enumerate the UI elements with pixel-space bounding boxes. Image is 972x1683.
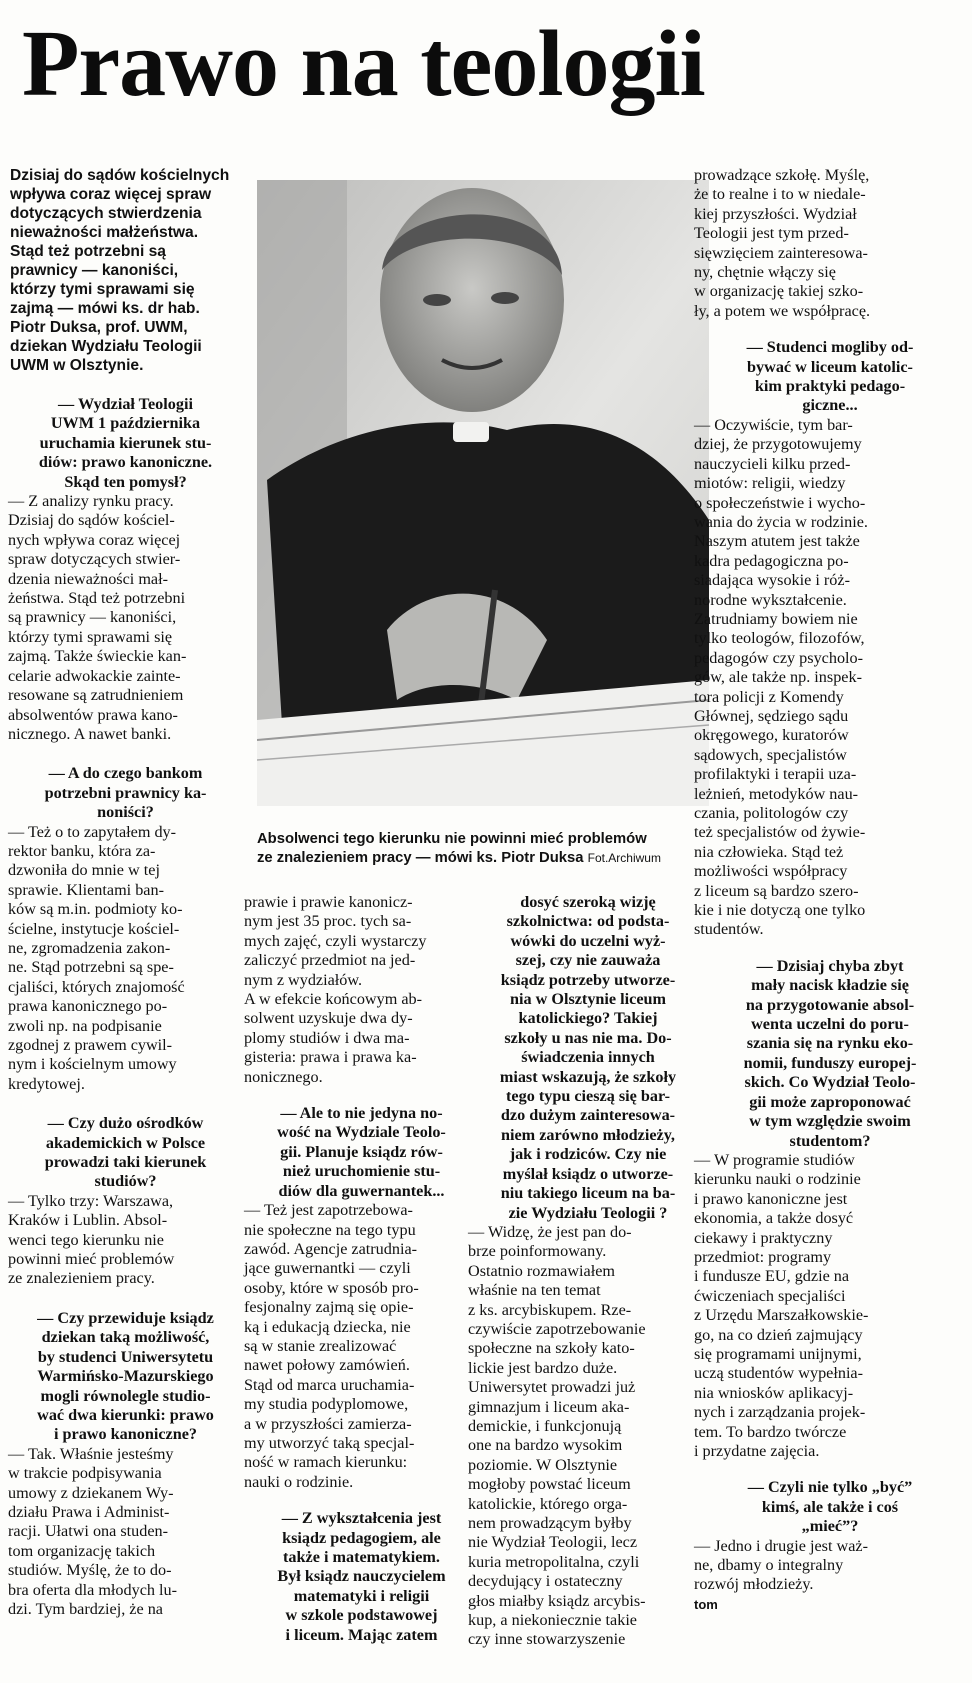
answer-line: kierunku nauki o rodzinie bbox=[694, 1170, 861, 1189]
question-line: szkolnictwa: od podsta- bbox=[506, 912, 670, 931]
answer-line: norodne wykształcenie. bbox=[694, 590, 847, 609]
question-line: bywać w liceum katolic- bbox=[747, 357, 913, 376]
answer-line: sięwzięciem zainteresowa- bbox=[694, 243, 868, 262]
question-line: Skąd ten pomysł? bbox=[64, 472, 187, 491]
question-line: gii. Planuje ksiądz rów- bbox=[280, 1142, 443, 1161]
question-line: — Ale to nie jedyna no- bbox=[280, 1104, 443, 1123]
answer-line: głos miałby ksiądz arcybis- bbox=[468, 1591, 646, 1610]
answer-line: leżnień, metodyków nau- bbox=[694, 784, 859, 803]
question-line: i prawo kanoniczne? bbox=[53, 1425, 197, 1444]
column-1 bbox=[8, 395, 243, 1619]
question-line: prowadzi taki kierunek bbox=[44, 1153, 207, 1172]
question-line: kim praktyki pedago- bbox=[754, 377, 906, 396]
answer-line: bra oferta dla młodych lu- bbox=[8, 1580, 178, 1599]
qa-block bbox=[8, 1114, 243, 1289]
answer-line: tylko teologów, filozofów, bbox=[694, 629, 865, 648]
answer-line: — Tak. Właśnie jesteśmy bbox=[8, 1444, 174, 1463]
question-line: miast wskazują, że szkoły bbox=[499, 1067, 677, 1086]
answer-line: czywiście zapotrzebowanie bbox=[468, 1319, 646, 1338]
column-3 bbox=[468, 893, 708, 1650]
answer-line: kredytowej. bbox=[8, 1074, 85, 1093]
question-line: wówki do uczelni wyż- bbox=[510, 931, 666, 950]
answer-line: gów, ale także np. inspek- bbox=[694, 668, 862, 687]
answer-line: działu Prawa i Administ- bbox=[8, 1502, 170, 1521]
question-line: studentom? bbox=[789, 1131, 871, 1150]
answer-line: nawet połowy zamówień. bbox=[244, 1356, 410, 1375]
answer-line: demickie, i funkcjonują bbox=[468, 1416, 622, 1435]
question-line: szania się na rynku eko- bbox=[746, 1034, 914, 1053]
question-line: szej, czy nie zauważa bbox=[515, 951, 661, 970]
lead-line: prawnicy — kanoniści, bbox=[10, 262, 179, 279]
question-line: — Dzisiaj chyba zbyt bbox=[756, 956, 904, 975]
headline: Prawo na teologii bbox=[22, 12, 705, 116]
answer-line: Teologii jest tym przed- bbox=[694, 224, 849, 243]
answer-line: — Tylko trzy: Warszawa, bbox=[8, 1191, 174, 1210]
question-line: skich. Co Wydział Teolo- bbox=[744, 1073, 916, 1092]
answer-line: zawód. Agencje zatrudnia- bbox=[244, 1239, 418, 1258]
answer-line: nym jest 35 proc. tych sa- bbox=[244, 912, 412, 931]
question-line: — Czy dużo ośrodków bbox=[47, 1114, 204, 1133]
question-line: kimś, ale także i coś bbox=[761, 1497, 899, 1516]
answer-line: ekonomia, a także dosyć bbox=[694, 1209, 854, 1228]
question-line: niem zarówno młodzieży, bbox=[501, 1125, 675, 1144]
column-2 bbox=[244, 893, 479, 1645]
answer-line: nia człowieka. Stąd też bbox=[694, 842, 844, 861]
answer-line: zgodnej z prawem cywil- bbox=[8, 1036, 173, 1054]
question-line: — Czy przewiduje ksiądz bbox=[37, 1308, 214, 1327]
answer-line: okręgowego, kuratorów bbox=[694, 726, 849, 745]
answer-line: się programami unijnymi, bbox=[694, 1344, 862, 1363]
answer-line: społeczne na szkoły kato- bbox=[468, 1339, 635, 1358]
answer-line: my studia podyplomowe, bbox=[244, 1395, 409, 1414]
answer-line: — Z analizy rynku pracy. bbox=[8, 492, 174, 511]
answer-line: że to realne i to w niedale- bbox=[694, 185, 866, 204]
lead-line: Stąd też potrzebni są bbox=[10, 243, 166, 260]
question-line: tego typu cieszą się bar- bbox=[506, 1087, 670, 1106]
lead-line: zajmą — mówi ks. dr hab. bbox=[10, 300, 200, 317]
answer-line: z ks. arcybiskupem. Rze- bbox=[468, 1300, 632, 1319]
answer-line: A w efekcie końcowym ab- bbox=[244, 990, 422, 1009]
priest-at-desk-image bbox=[257, 180, 709, 806]
question-line: diów dla guwernantek... bbox=[278, 1181, 445, 1200]
answer-line: Ostatnio rozmawiałem bbox=[468, 1261, 615, 1280]
question-line: ksiądz pedagogiem, ale bbox=[282, 1528, 441, 1547]
answer-line: właśnie na ten temat bbox=[468, 1281, 601, 1300]
answer-line: osoby, które w sposób pro- bbox=[244, 1278, 419, 1297]
answer-line: prowadzące szkołę. Myślę, bbox=[694, 166, 870, 184]
qa-block bbox=[8, 1309, 243, 1620]
answer-line: ność w ramach kierunku: bbox=[244, 1453, 408, 1472]
question-line: UWM 1 października bbox=[50, 414, 201, 433]
answer-line: spraw dotyczących stwier- bbox=[8, 550, 181, 569]
question-line: noniści? bbox=[97, 803, 154, 822]
answer-line: nym z wydziałów. bbox=[244, 970, 363, 989]
author-signature: tom bbox=[694, 1596, 718, 1612]
answer-line: studentów. bbox=[694, 920, 764, 939]
answer-line: możliwości współpracy bbox=[694, 862, 848, 881]
answer-line: kie i nie dotyczą one tylko bbox=[694, 901, 866, 920]
answer-line: mych zajęć, czyli wystarczy bbox=[244, 931, 427, 950]
question-line: katolickiego? Takiej bbox=[518, 1009, 658, 1028]
answer-line: dziej, że przygotowujemy bbox=[694, 435, 862, 454]
answer-line: mogłoby powstać liceum bbox=[468, 1475, 631, 1494]
answer-line: powinni mieć problemów bbox=[8, 1250, 175, 1269]
answer-line: fesjonalny zajmą się opie- bbox=[244, 1298, 414, 1317]
answer-line: ny, chętnie włączy się bbox=[694, 263, 836, 282]
question-line: akademickich w Polsce bbox=[45, 1133, 206, 1152]
answer-line: nauczycieli kilku przed- bbox=[694, 454, 851, 473]
question-line: Był ksiądz nauczycielem bbox=[277, 1567, 446, 1586]
answer-line: brze poinformowany. bbox=[468, 1242, 607, 1261]
lead-line: dotyczących stwierdzenia bbox=[10, 205, 202, 222]
question-line: na przygotowanie absol- bbox=[745, 995, 915, 1014]
answer-line: nie społeczne na tego typu bbox=[244, 1220, 416, 1239]
qa-block bbox=[8, 395, 243, 744]
answer-line: plomy studiów i dwa ma- bbox=[244, 1028, 410, 1047]
question-line: wać dwa kierunki: prawo bbox=[37, 1405, 214, 1424]
answer-line: ciekawy i praktyczny bbox=[694, 1228, 833, 1247]
portrait-photo bbox=[257, 180, 709, 806]
photo-caption bbox=[257, 830, 717, 868]
question-line: giczne... bbox=[802, 396, 858, 415]
question-line: by studenci Uniwersytetu bbox=[37, 1347, 214, 1366]
answer-line: którzy tymi sprawami się bbox=[8, 627, 173, 646]
answer-line: — Też o to zapytałem dy- bbox=[8, 822, 177, 841]
question-line: potrzebni prawnicy ka- bbox=[44, 783, 207, 802]
question-line: „mieć”? bbox=[801, 1517, 859, 1536]
lead-line: Dzisiaj do sądów kościelnych bbox=[10, 167, 230, 184]
answer-line: nauki o rodzinie. bbox=[244, 1472, 354, 1491]
answer-line: kuria metropolitalna, czyli bbox=[468, 1552, 640, 1571]
answer-line: gisteria: prawa i prawa ka- bbox=[244, 1048, 417, 1067]
qa-block bbox=[694, 166, 966, 321]
answer-line: — Jedno i drugie jest waż- bbox=[694, 1536, 868, 1555]
question-line: i liceum. Mając zatem bbox=[285, 1625, 438, 1644]
answer-line: jące guwernantki — czyli bbox=[244, 1259, 411, 1278]
answer-line: resowane są zatrudnieniem bbox=[8, 686, 184, 705]
answer-line: — W programie studiów bbox=[694, 1150, 855, 1169]
question-line: uruchamia kierunek stu- bbox=[39, 433, 212, 452]
question-line: myślał ksiądz o utworze- bbox=[502, 1164, 674, 1183]
lead-line: nieważności małżeństwa. bbox=[10, 224, 199, 241]
lead-line: dziekan Wydziału Teologii bbox=[10, 338, 202, 355]
lead-line: Piotr Duksa, prof. UWM, bbox=[10, 319, 188, 336]
answer-line: nicznego. A nawet banki. bbox=[8, 724, 172, 743]
answer-line: my utworzyć taką specjal- bbox=[244, 1433, 415, 1452]
answer-line: dzwoniła do mnie w tej bbox=[8, 861, 160, 880]
answer-line: też specjalistów od żywie- bbox=[694, 823, 866, 842]
question-line: nia w Olsztynie liceum bbox=[509, 990, 667, 1009]
caption-line: ze znalezieniem pracy — mówi ks. Piotr Duksa Fot.Archiwum bbox=[257, 850, 661, 866]
qa-block bbox=[244, 893, 479, 1087]
question-line: szkoły u nas nie ma. Do- bbox=[504, 1028, 672, 1047]
lead-line: wpływa coraz więcej spraw bbox=[10, 186, 212, 203]
answer-line: dzenia nieważności mał- bbox=[8, 569, 169, 588]
question-line: mały nacisk kładzie się bbox=[751, 976, 909, 995]
question-line: gii może zaproponować bbox=[749, 1092, 911, 1111]
answer-line: nym i kościelnym umowy bbox=[8, 1055, 177, 1074]
answer-line: czania, politologów czy bbox=[694, 804, 849, 822]
answer-line: rozwój młodzieży. bbox=[694, 1575, 814, 1594]
question-line: — Czyli nie tylko „być” bbox=[747, 1478, 913, 1497]
answer-line: zaliczyć przedmiot na jed- bbox=[244, 951, 416, 970]
answer-line: tom organizację takich bbox=[8, 1541, 156, 1560]
lead-paragraph bbox=[10, 166, 250, 375]
question-line: — Studenci mogliby od- bbox=[746, 338, 914, 357]
answer-line: ne. Stąd potrzebni są spe- bbox=[8, 958, 174, 977]
question-line: świadczenia innych bbox=[521, 1048, 655, 1067]
question-line: — A do czego bankom bbox=[48, 764, 203, 783]
caption-line: Absolwenci tego kierunku nie powinni mieć problemów bbox=[257, 831, 647, 847]
answer-line: czy inne stowarzyszenie bbox=[468, 1630, 626, 1649]
answer-line: ćwiczeniach specjaliści bbox=[694, 1286, 846, 1305]
question-line: dziekan taką możliwość, bbox=[41, 1328, 210, 1347]
question-line: nież uruchomienie stu- bbox=[282, 1162, 441, 1181]
question-line: niu takiego liceum na ba- bbox=[500, 1184, 676, 1203]
question-line: także i matematykiem. bbox=[283, 1548, 440, 1566]
answer-line: sprawie. Klientami ban- bbox=[8, 880, 164, 899]
answer-line: poziomie. W Olsztynie bbox=[468, 1455, 618, 1474]
answer-line: i fundusze EU, gdzie na bbox=[694, 1267, 850, 1286]
answer-line: są prawnicy — kanoniści, bbox=[8, 608, 177, 627]
question-line: dzo dużym zainteresowa- bbox=[500, 1106, 676, 1125]
question-line: matematyki i religii bbox=[293, 1586, 430, 1605]
answer-line: solwent uzyskuje dwa dy- bbox=[244, 1009, 413, 1028]
answer-line: nia wniosków aplikacyj- bbox=[694, 1383, 854, 1402]
answer-line: przedmiot: programy bbox=[694, 1247, 832, 1266]
qa-block bbox=[244, 1104, 479, 1492]
answer-line: z Urzędu Marszałkowskie- bbox=[694, 1306, 869, 1325]
answer-line: z liceum są bardzo szero- bbox=[694, 881, 859, 900]
answer-line: ścielne, instytucje kościel- bbox=[8, 919, 180, 938]
lead-line: UWM w Olsztynie. bbox=[10, 357, 144, 374]
answer-line: umowy z dziekanem Wy- bbox=[8, 1483, 174, 1502]
question-line: ksiądz potrzeby utworze- bbox=[500, 970, 676, 989]
answer-line: pedagogów czy psycholo- bbox=[694, 648, 864, 667]
question-line: — Wydział Teologii bbox=[58, 395, 193, 413]
answer-line: wania do życia w rodzinie. bbox=[694, 512, 868, 531]
answer-line: celarie adwokackie zainte- bbox=[8, 666, 181, 685]
lead-line: którzy tymi sprawami się bbox=[10, 281, 195, 298]
answer-line: rektor banku, która za- bbox=[8, 841, 156, 860]
answer-line: żeństwa. Stąd też potrzebni bbox=[8, 589, 186, 608]
answer-line: lickie jest bardzo duże. bbox=[468, 1358, 618, 1377]
answer-line: a w przyszłości zamierza- bbox=[244, 1414, 412, 1433]
answer-line: ków są m.in. podmioty ko- bbox=[8, 900, 183, 919]
qa-block bbox=[468, 893, 708, 1650]
answer-line: nych wpływa coraz więcej bbox=[8, 530, 181, 549]
answer-line: Uniwersytet prowadzi już bbox=[468, 1378, 636, 1397]
question-line: — Z wykształcenia jest bbox=[281, 1509, 442, 1528]
question-line: mogli równolegle studio- bbox=[40, 1386, 211, 1405]
column-4 bbox=[694, 166, 966, 1614]
answer-line: siadająca wysokie i róż- bbox=[694, 571, 850, 590]
answer-line: zajmą. Także świeckie kan- bbox=[8, 647, 187, 666]
answer-line: dzi. Tym bardziej, że na bbox=[8, 1599, 163, 1618]
answer-line: kiej przyszłości. Wydział bbox=[694, 204, 857, 223]
answer-line: ką i edukacją dziecka, nie bbox=[244, 1317, 411, 1336]
question-line: nomii, funduszy europej- bbox=[743, 1053, 917, 1072]
answer-line: Dzisiaj do sądów kościel- bbox=[8, 511, 175, 530]
answer-line: nonicznego. bbox=[244, 1067, 323, 1086]
answer-line: nych i zarządzania projek- bbox=[694, 1403, 866, 1422]
answer-line: i przydatne zajęcia. bbox=[694, 1442, 820, 1460]
answer-line: Zatrudniamy bowiem nie bbox=[694, 609, 858, 628]
answer-line: racji. Ułatwi ona studen- bbox=[8, 1522, 169, 1541]
answer-line: prawa kanonicznego po- bbox=[8, 997, 168, 1016]
answer-line: zwoli np. na podpisanie bbox=[8, 1016, 162, 1035]
answer-line: ze znalezieniem pracy. bbox=[8, 1269, 155, 1288]
qa-block bbox=[244, 1509, 479, 1645]
answer-line: sądowych, specjalistów bbox=[694, 745, 847, 764]
answer-line: kadra pedagogiczna po- bbox=[694, 551, 849, 570]
answer-line: Kraków i Lublin. Absol- bbox=[8, 1211, 168, 1230]
qa-block bbox=[694, 338, 966, 940]
answer-line: miotów: religii, wiedzy bbox=[694, 474, 846, 493]
answer-line: absolwentów prawa kano- bbox=[8, 705, 178, 724]
answer-line: cjaliści, których znajomość bbox=[8, 977, 185, 996]
answer-line: i prawo kanoniczne jest bbox=[694, 1189, 848, 1208]
question-line: studiów? bbox=[94, 1172, 157, 1191]
answer-line: katolickie, którego orga- bbox=[468, 1494, 628, 1513]
answer-line: one na bardzo wysokim bbox=[468, 1436, 623, 1455]
answer-line: — Widzę, że jest pan do- bbox=[468, 1222, 632, 1241]
answer-line: tora policji z Komendy bbox=[694, 687, 844, 706]
answer-line: studiów. Myślę, że to do- bbox=[8, 1561, 172, 1580]
qa-block bbox=[694, 1478, 966, 1614]
answer-line: gimnazjum i liceum aka- bbox=[468, 1397, 630, 1416]
photo-credit: Fot.Archiwum bbox=[587, 851, 661, 865]
qa-block bbox=[694, 957, 966, 1462]
answer-line: nie Wydział Teologii, lecz bbox=[468, 1533, 638, 1552]
answer-line: w trakcie podpisywania bbox=[8, 1464, 162, 1483]
answer-line: uczą studentów wypełnia- bbox=[694, 1364, 864, 1383]
question-line: wość na Wydziale Teolo- bbox=[277, 1123, 446, 1142]
answer-line: Głównej, sędziego sądu bbox=[694, 706, 849, 725]
answer-line: wenci tego kierunku nie bbox=[8, 1230, 164, 1249]
answer-line: są w stanie zrealizować bbox=[244, 1336, 397, 1355]
question-line: zie Wydziału Teologii ? bbox=[508, 1203, 668, 1222]
question-line: wenta uczelni do poru- bbox=[751, 1015, 909, 1034]
answer-line: w organizację takiej szko- bbox=[694, 282, 864, 301]
answer-line: tem. To bardzo twórcze bbox=[694, 1422, 847, 1441]
answer-line: go, na co dzień zajmujący bbox=[694, 1325, 863, 1344]
qa-block bbox=[8, 764, 243, 1094]
answer-line: prawie i prawie kanonicz- bbox=[244, 893, 413, 911]
answer-line: ły, a potem we współpracę. bbox=[694, 301, 871, 320]
answer-line: ne, zgromadzenia zakon- bbox=[8, 938, 171, 957]
question-line: diów: prawo kanoniczne. bbox=[38, 453, 213, 472]
answer-line: profilaktyki i terapii uza- bbox=[694, 765, 857, 784]
answer-line: Naszym atutem jest także bbox=[694, 532, 860, 551]
answer-line: — Oczywiście, tym bar- bbox=[694, 415, 853, 434]
question-line: w tym względzie swoim bbox=[749, 1112, 911, 1131]
answer-line: kup, a niekoniecznie takie bbox=[468, 1611, 637, 1630]
answer-line: decydujący i ostateczny bbox=[468, 1572, 623, 1591]
question-line: dosyć szeroką wizję bbox=[520, 893, 656, 911]
answer-line: ne, dbamy o integralny bbox=[694, 1556, 844, 1575]
question-line: w szkole podstawowej bbox=[285, 1606, 438, 1625]
answer-line: nem prowadzącym byłby bbox=[468, 1514, 632, 1532]
answer-line: — Też jest zapotrzebowa- bbox=[244, 1201, 413, 1220]
question-line: jak i rodziców. Czy nie bbox=[509, 1145, 667, 1164]
answer-line: Stąd od marca uruchamia- bbox=[244, 1375, 415, 1394]
question-line: Warmińsko-Mazurskiego bbox=[37, 1367, 214, 1386]
answer-line: o społeczeństwie i wycho- bbox=[694, 493, 866, 512]
